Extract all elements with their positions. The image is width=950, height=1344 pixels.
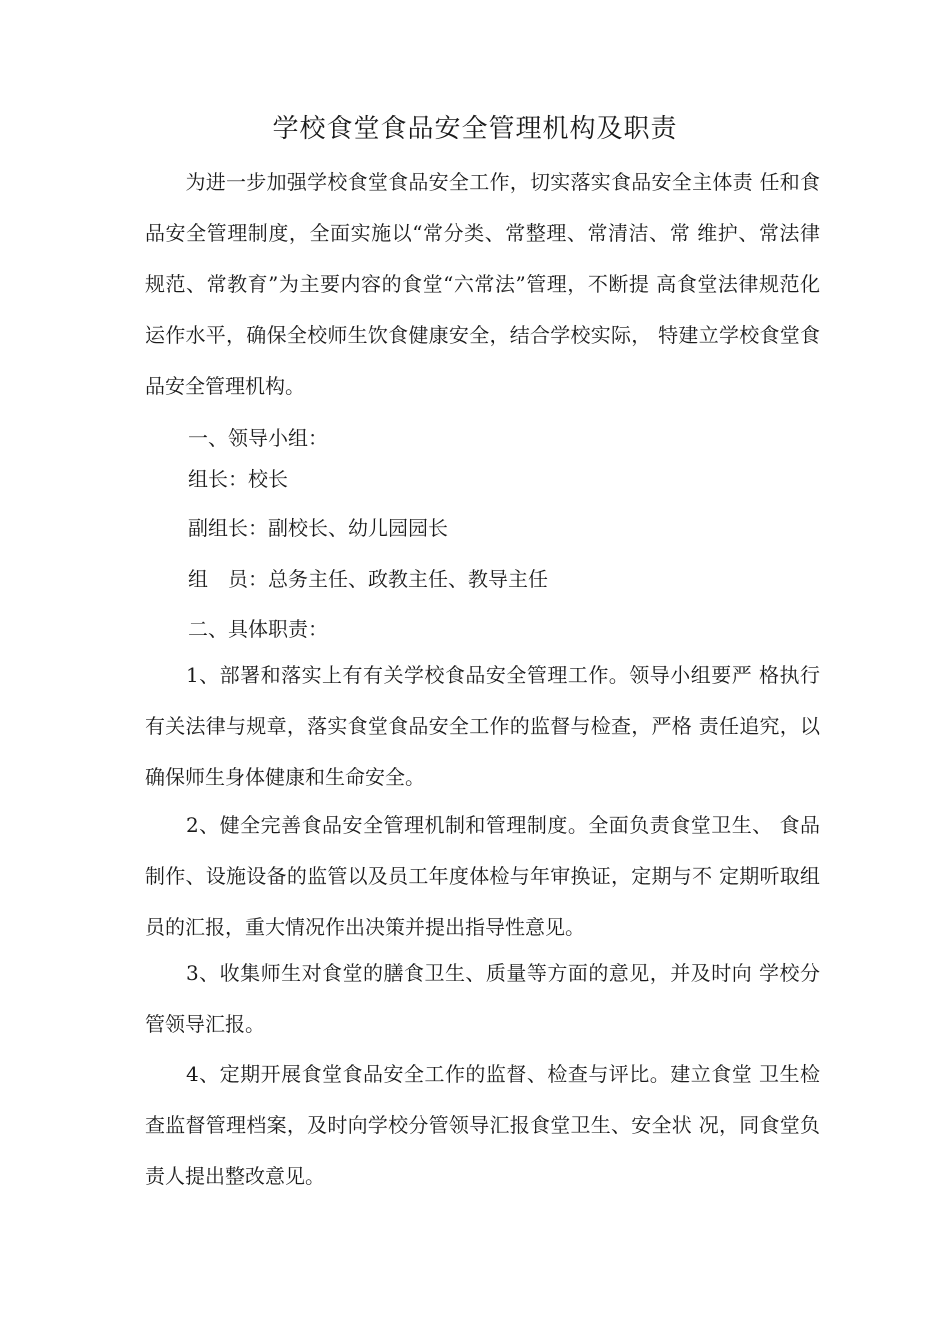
deputy-leader-line: 副组长：副校长、幼儿园园长 (188, 516, 448, 540)
section-heading-duties: 二、具体职责： (188, 617, 328, 641)
duty-paragraph-4: 4、定期开展食堂食品安全工作的监督、检查与评比。建立食堂 卫生检查监督管理档案，及时向学校分管领导汇报食堂卫生、安全状 况，同食堂负责人提出整改意见。 (145, 1062, 820, 1188)
duty-paragraph-1: 1、部署和落实上有有关学校食品安全管理工作。领导小组要严 格执行有关法律与规章，落实食堂食品安全工作的监督与检查，严格 责任追究，以确保师生身体健康和生命安全。 (145, 663, 820, 789)
document-title: 学校食堂食品安全管理机构及职责 (272, 114, 678, 144)
duty-paragraph-2: 2、健全完善食品安全管理机制和管理制度。全面负责食堂卫生、 食品制作、设施设备的监管以及员工年度体检与年审换证，定期与不 定期听取组员的汇报，重大情况作出决策并提出指导性意见。 (145, 813, 820, 939)
intro-paragraph: 为进一步加强学校食堂食品安全工作，切实落实食品安全主体责 任和食品安全管理制度，全面实施以“常分类、常整理、常清洁、常 维护、常法律规范、常教育”为主要内容的食堂“六常法”管理，不断提 高食堂法律规范化运作水平，确保全校师生饮食健康安全，结合学校实际， 特建立学校食堂食品安全管理机构。 (145, 170, 820, 398)
group-leader-line: 组长：校长 (188, 467, 288, 491)
members-line: 组 员：总务主任、政教主任、教导主任 (188, 567, 548, 591)
section-heading-leadership-group: 一、领导小组： (188, 426, 328, 450)
duty-paragraph-3: 3、收集师生对食堂的膳食卫生、质量等方面的意见，并及时向 学校分管领导汇报。 (145, 961, 820, 1036)
